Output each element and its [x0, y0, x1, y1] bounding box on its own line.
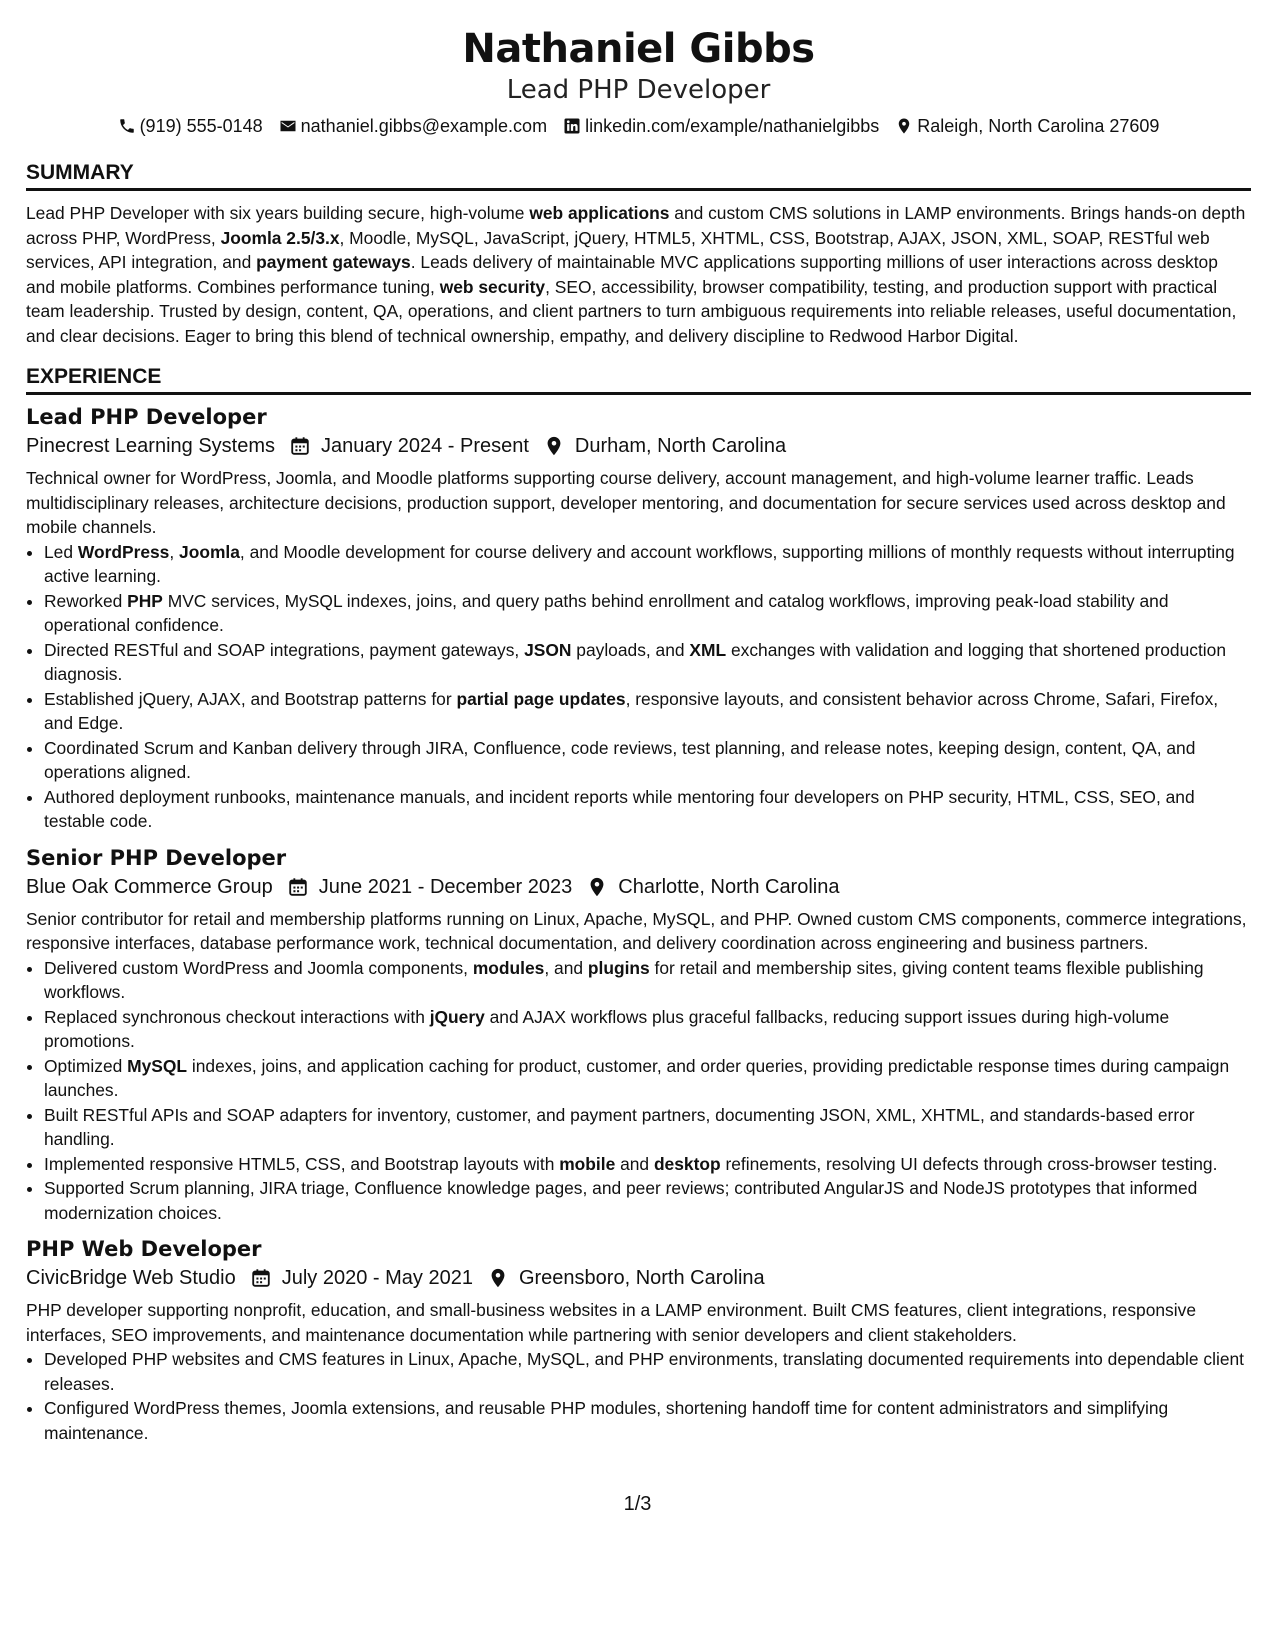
job-dates: June 2021 - December 2023 — [318, 875, 573, 898]
list-item: • Replaced synchronous checkout interactions with jQuery and AJAX workflows plus graceful fallbacks, reducing support issues during high-volume promotions. — [44, 1005, 1251, 1054]
location-text: Raleigh, North Carolina 27609 — [917, 116, 1160, 136]
job-company: CivicBridge Web Studio — [26, 1267, 236, 1289]
calendar-icon — [287, 876, 309, 898]
list-item: • Built RESTful APIs and SOAP adapters for inventory, customer, and payment partners, documenting JSON, XML, XHTML, and standards-based error handling. — [44, 1103, 1251, 1152]
map-pin-icon — [543, 435, 565, 457]
list-item: • Configured WordPress themes, Joomla extensions, and reusable PHP modules, shortening handoff time for content administrators and simplifying maintenance. — [44, 1396, 1251, 1445]
list-item: • Led WordPress, Joomla, and Moodle development for course delivery and account workflows, supporting millions of monthly requests without interrupting active learning. — [44, 540, 1251, 589]
calendar-icon — [250, 1267, 272, 1289]
job-description: Technical owner for WordPress, Joomla, and Moodle platforms supporting course delivery, account management, and high-volume learner traffic. Leads multidisciplinary releases, architecture decisions, production support, developer mentoring, and documentation for secure services used across desktop and mobile channels. — [26, 468, 1226, 537]
job-company: Blue Oak Commerce Group — [26, 875, 273, 898]
job-meta — [26, 873, 1251, 901]
contact-email[interactable] — [279, 114, 547, 138]
job-location: Durham, North Carolina — [574, 435, 787, 457]
job-title: Senior PHP Developer — [26, 845, 287, 870]
job-meta — [26, 432, 1251, 460]
contact-linkedin[interactable] — [563, 114, 879, 138]
map-pin-icon — [487, 1267, 509, 1289]
calendar-icon — [289, 435, 311, 457]
list-item: • Optimized MySQL indexes, joins, and application caching for product, customer, and order queries, providing predictable response times during campaign launches. — [44, 1054, 1251, 1103]
job-description: PHP developer supporting nonprofit, education, and small-business websites in a LAMP environment. Built CMS features, client integrations, responsive interfaces, SEO improvements, and maintenance documentation while partnering with senior developers and client stakeholders. — [26, 1300, 1196, 1345]
email-text: nathaniel.gibbs@example.com — [300, 116, 548, 136]
job-location: Charlotte, North Carolina — [618, 875, 840, 898]
job-dates: January 2024 - Present — [321, 435, 529, 457]
job-bullets — [26, 540, 1251, 834]
job-bullets — [26, 1347, 1251, 1445]
job-location: Greensboro, North Carolina — [518, 1267, 765, 1289]
list-item: • Supported Scrum planning, JIRA triage, Confluence knowledge pages, and peer reviews; contributed AngularJS and NodeJS prototypes that informed modernization choices. — [44, 1176, 1251, 1225]
phone-icon — [118, 117, 136, 135]
candidate-name: Nathaniel Gibbs — [462, 26, 815, 72]
phone-text: (919) 555-0148 — [139, 116, 263, 136]
contact-phone[interactable] — [118, 114, 263, 138]
page-number: 1/3 — [623, 1493, 652, 1515]
map-pin-icon — [895, 117, 913, 135]
job-title: Lead PHP Developer — [26, 405, 267, 429]
list-item: • Developed PHP websites and CMS features in Linux, Apache, MySQL, and PHP environments, translating documented requirements into dependable client releases. — [44, 1347, 1251, 1396]
linkedin-icon — [563, 117, 581, 135]
list-item: • Established jQuery, AJAX, and Bootstrap patterns for partial page updates, responsive layouts, and consistent behavior across Chrome, Safari, Firefox, and Edge. — [44, 687, 1251, 736]
job-entry — [26, 403, 1251, 834]
summary-heading: SUMMARY — [26, 160, 1251, 191]
resume-page — [26, 24, 1251, 1445]
contact-location — [895, 114, 1159, 138]
job-description: Senior contributor for retail and membership platforms running on Linux, Apache, MySQL, and PHP. Owned custom CMS components, commerce integrations, responsive interfaces, database performance work, technical documentation, and delivery coordination across engineering and business partners. — [26, 908, 1247, 953]
job-entry — [26, 1235, 1251, 1445]
envelope-icon — [279, 117, 297, 135]
list-item: • Reworked PHP MVC services, MySQL indexes, joins, and query paths behind enrollment and catalog workflows, improving peak-load stability and operational confidence. — [44, 589, 1251, 638]
linkedin-text: linkedin.com/example/nathanielgibbs — [585, 116, 880, 136]
job-company: Pinecrest Learning Systems — [26, 435, 276, 457]
map-pin-icon — [586, 876, 608, 898]
summary-text: Lead PHP Developer with six years building secure, high-volume web applications and custom CMS solutions in LAMP environments. Brings hands-on depth across PHP, WordPress, Joomla 2.5/3.x, Moodle, MySQL, JavaScript, jQuery, HTML5, XHTML, CSS, Bootstrap, AJAX, JSON, XML, SOAP, RESTful web services, API integration, and payment gateways. Leads delivery of maintainable MVC applications supporting millions of user interactions across desktop and mobile platforms. Combines performance tuning, web security, SEO, accessibility, browser compatibility, testing, and production support with practical team leadership. Trusted by design, content, QA, operations, and client partners to turn ambiguous requirements into reliable releases, useful documentation, and clear decisions. Eager to bring this blend of technical ownership, empathy, and delivery discipline to Redwood Harbor Digital. — [26, 203, 1246, 346]
job-dates: July 2020 - May 2021 — [281, 1267, 473, 1289]
list-item: • Delivered custom WordPress and Joomla components, modules, and plugins for retail and membership sites, giving content teams flexible publishing workflows. — [44, 956, 1251, 1005]
experience-heading: EXPERIENCE — [26, 364, 1251, 395]
job-entry — [26, 844, 1251, 1226]
job-title: PHP Web Developer — [26, 1237, 262, 1261]
list-item: • Directed RESTful and SOAP integrations, payment gateways, JSON payloads, and XML exchanges with validation and logging that shortened production diagnosis. — [44, 638, 1251, 687]
list-item: • Coordinated Scrum and Kanban delivery through JIRA, Confluence, code reviews, test planning, and release notes, keeping design, content, QA, and operations aligned. — [44, 736, 1251, 785]
job-meta — [26, 1264, 1251, 1292]
list-item: • Implemented responsive HTML5, CSS, and Bootstrap layouts with mobile and desktop refinements, resolving UI defects through cross-browser testing. — [44, 1152, 1251, 1177]
list-item: • Authored deployment runbooks, maintenance manuals, and incident reports while mentoring four developers on PHP security, HTML, CSS, SEO, and testable code. — [44, 785, 1251, 834]
experience-list — [26, 403, 1251, 1445]
candidate-headline: Lead PHP Developer — [506, 75, 771, 105]
contact-bar — [26, 114, 1251, 138]
job-bullets — [26, 956, 1251, 1226]
